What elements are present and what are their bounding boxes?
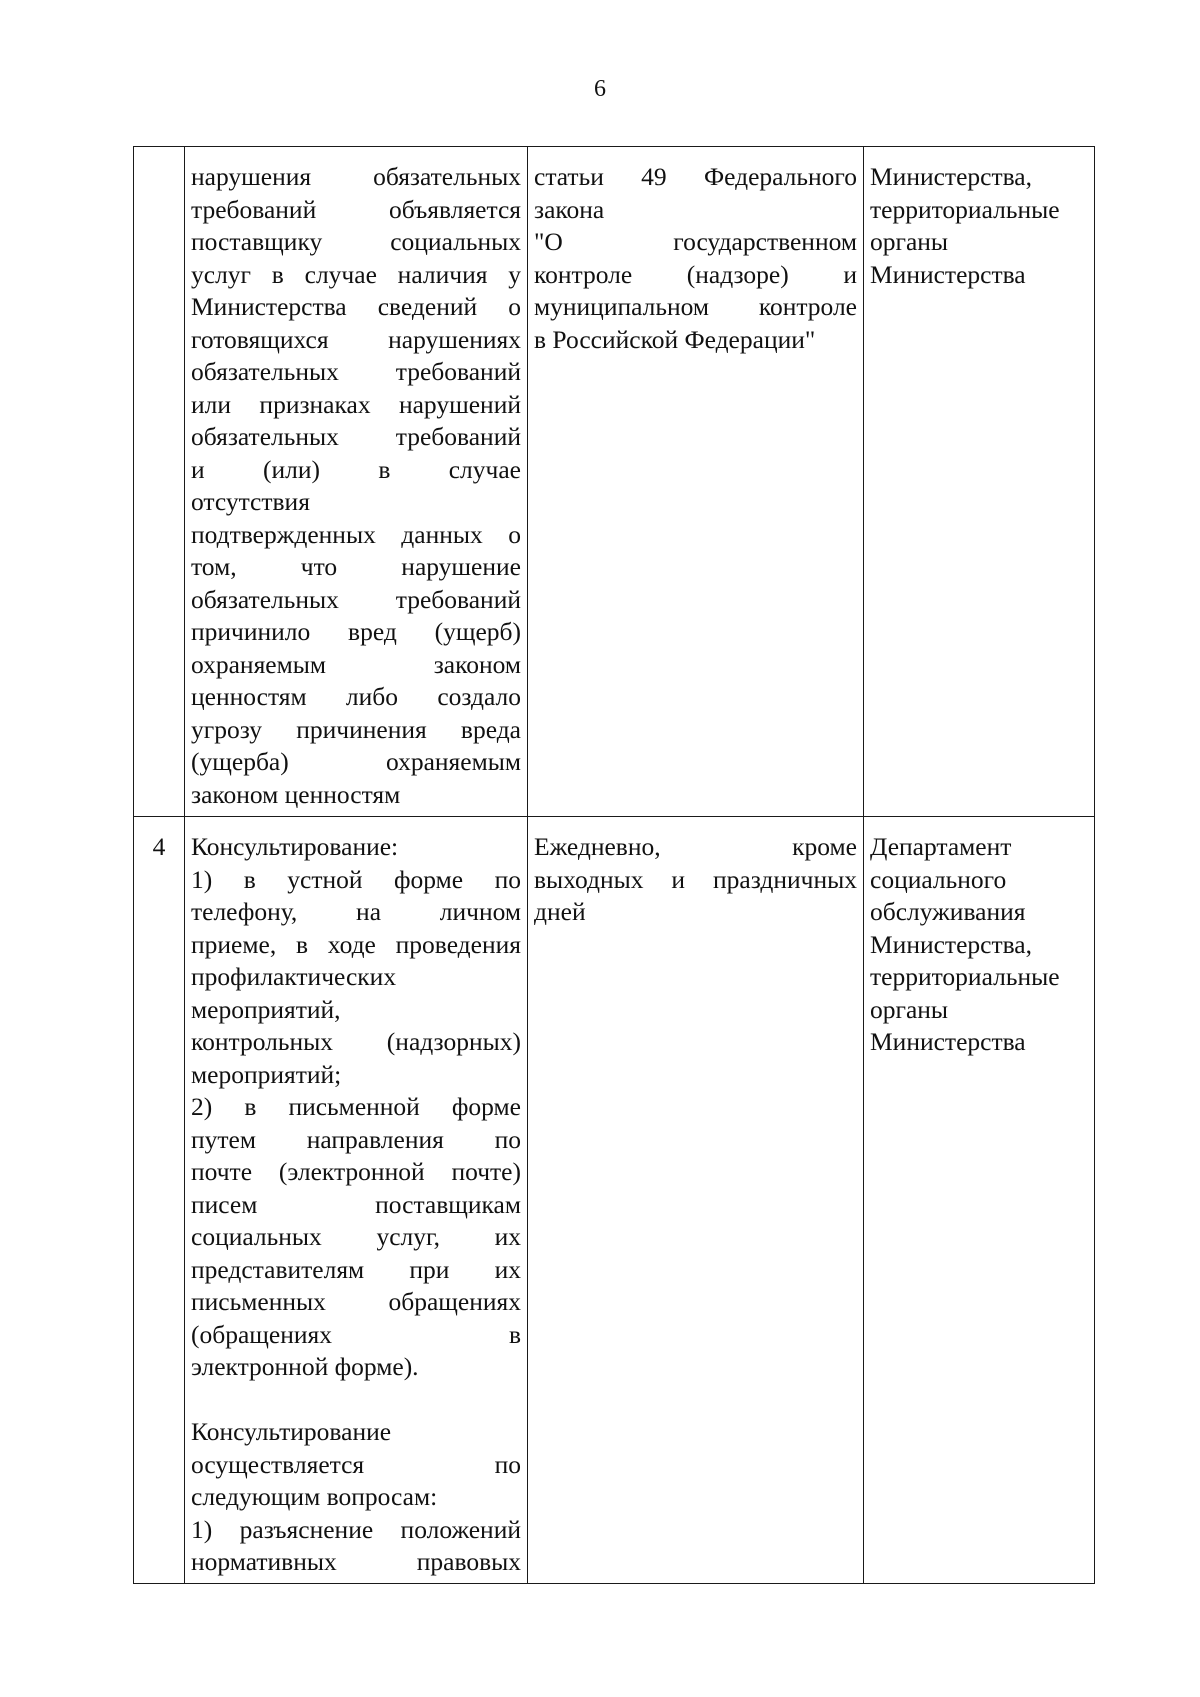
text-line: обязательных требований	[191, 584, 521, 614]
text-line: обслуживания	[870, 897, 1026, 926]
text-line: 1) разъяснение положений	[191, 1514, 521, 1544]
row-number-cell: 4	[134, 817, 185, 1584]
text-line: услуг в случае наличия у	[191, 259, 521, 289]
text-line: (ущерба) охраняемым	[191, 747, 521, 776]
page-number: 6	[594, 76, 606, 102]
text-line: следующим вопросам:	[191, 1482, 438, 1511]
text-line: Министерства,	[870, 162, 1033, 191]
text-line: в Российской Федерации"	[534, 324, 816, 354]
text-line: законом ценностям	[191, 779, 401, 809]
text-line: обязательных требований	[191, 422, 521, 451]
table-row	[134, 147, 1095, 817]
text-line: Ежедневно, кроме	[534, 832, 857, 861]
text-line: Департамент	[870, 832, 1012, 861]
text-line: подтвержденных данных о	[191, 519, 521, 549]
text-line: охраняемым законом	[191, 649, 521, 679]
text-line: 1) в устной форме по	[191, 864, 521, 894]
text-line: представителям при их	[191, 1254, 521, 1284]
text-line: мероприятий,	[191, 994, 341, 1024]
text-line: нарушения обязательных	[191, 162, 521, 191]
text-line: контроле (надзоре) и	[534, 259, 857, 289]
text-line: дней	[534, 897, 586, 926]
term-cell	[528, 147, 864, 817]
text-line: телефону, на личном	[191, 897, 521, 926]
text-line: органы	[870, 994, 949, 1024]
paragraph-gap	[191, 1384, 521, 1417]
text-line: территориальные	[870, 962, 1060, 991]
text-line: электронной форме).	[191, 1352, 419, 1381]
text-line: требований объявляется	[191, 194, 521, 224]
text-line: ценностям либо создало	[191, 682, 521, 711]
text-line: мероприятий;	[191, 1059, 342, 1089]
text-line: выходных и праздничных	[534, 864, 857, 894]
text-line: осуществляется по	[191, 1449, 521, 1479]
measure-description-cell	[185, 147, 528, 817]
text-line: нормативных правовых	[191, 1547, 521, 1576]
text-line: путем направления по	[191, 1124, 521, 1154]
text-line: закона	[534, 194, 605, 224]
row-number-cell	[134, 147, 185, 817]
text-line: Министерства сведений о	[191, 292, 521, 321]
text-line: социальных услуг, их	[191, 1222, 521, 1251]
text-line: социального	[870, 864, 1007, 894]
text-line: письменных обращениях	[191, 1287, 521, 1316]
term-cell	[528, 817, 864, 1584]
text-line: органы	[870, 227, 949, 256]
text-line: угрозу причинения вреда	[191, 714, 521, 744]
text-line: приеме, в ходе проведения	[191, 929, 521, 959]
responsible-cell	[864, 817, 1095, 1584]
text-line: Министерства	[870, 1027, 1026, 1056]
text-line: муниципальном контроле	[534, 292, 857, 321]
text-line: профилактических	[191, 962, 397, 991]
text-line: контрольных (надзорных)	[191, 1027, 521, 1056]
text-line: Консультирование	[191, 1417, 392, 1446]
measure-description-cell	[185, 817, 528, 1584]
text-line: территориальные	[870, 194, 1060, 224]
text-line: (обращениях в	[191, 1319, 521, 1349]
text-line: писем поставщикам	[191, 1189, 521, 1219]
text-line: "О государственном	[534, 227, 857, 256]
text-line: причинило вред (ущерб)	[191, 617, 521, 646]
text-line: Министерства,	[870, 929, 1033, 959]
text-line: отсутствия	[191, 487, 310, 516]
text-line: и (или) в случае	[191, 454, 521, 484]
text-line: готовящихся нарушениях	[191, 324, 521, 354]
text-line: почте (электронной почте)	[191, 1157, 521, 1186]
text-line: 2) в письменной форме	[191, 1092, 521, 1121]
text-line: обязательных требований	[191, 357, 521, 386]
text-line: том, что нарушение	[191, 552, 521, 581]
text-line: поставщику социальных	[191, 227, 521, 256]
text-line: или признаках нарушений	[191, 389, 521, 419]
control-measures-table	[133, 146, 1095, 1584]
table-row	[134, 817, 1095, 1584]
text-line: статьи 49 Федерального	[534, 162, 857, 191]
text-line: Министерства	[870, 259, 1026, 289]
text-line: Консультирование:	[191, 832, 399, 861]
responsible-cell	[864, 147, 1095, 817]
